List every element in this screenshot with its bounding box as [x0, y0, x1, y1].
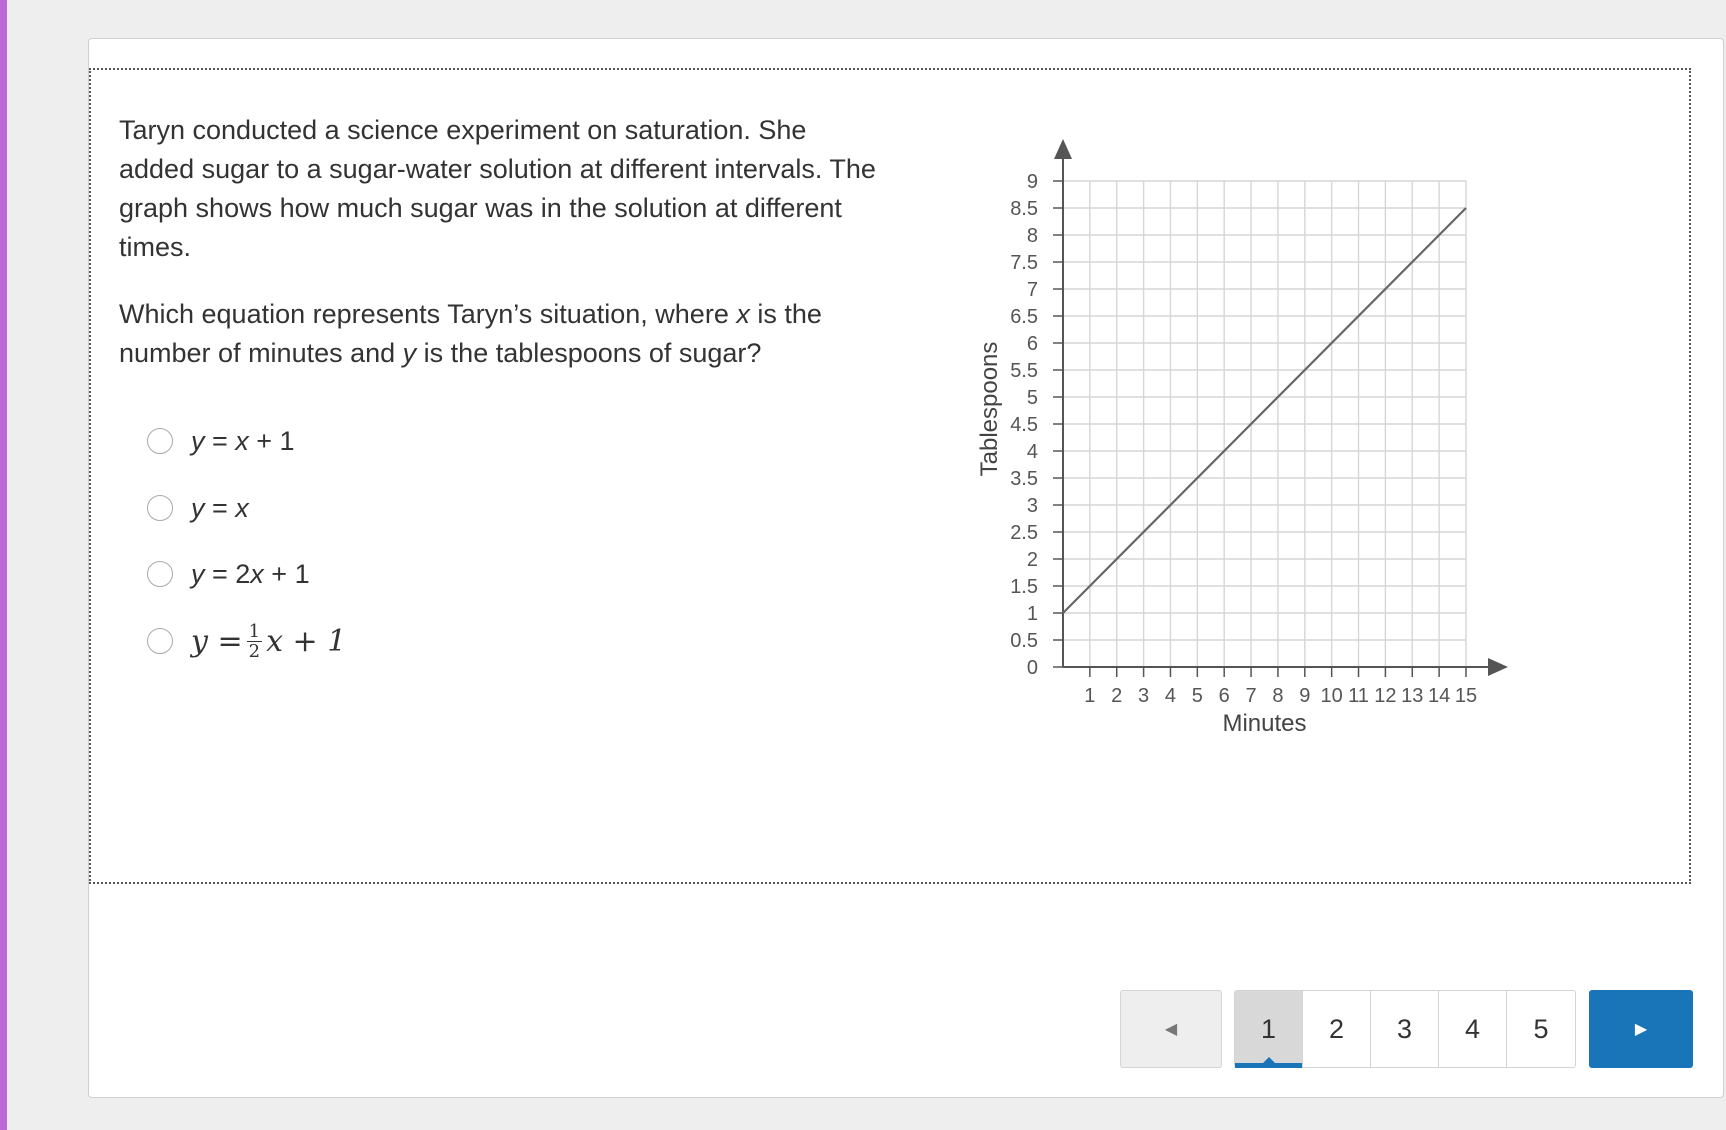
x-tick-label: 15 [1454, 685, 1478, 707]
variable-y: y [191, 425, 205, 456]
radio-button[interactable] [147, 495, 173, 521]
x-tick-label: 9 [1299, 685, 1311, 707]
fraction-numerator: 1 [248, 620, 261, 642]
y-tick-label: 1.5 [1010, 576, 1038, 598]
x-tick-label: 1 [1084, 685, 1096, 707]
y-tick-label: 8.5 [1010, 198, 1038, 220]
fraction [247, 622, 262, 661]
left-accent-bar [0, 0, 7, 1130]
question-text-part: is the number of minutes and [119, 299, 822, 368]
y-tick-label: 7 [1026, 279, 1038, 301]
y-tick-label: 4.5 [1010, 414, 1038, 436]
radio-button[interactable] [147, 561, 173, 587]
triangle-right-icon: ▶ [1634, 1021, 1648, 1038]
y-tick-label: 3.5 [1010, 468, 1038, 490]
answer-option-2[interactable] [147, 488, 249, 528]
y-tick-label: 5 [1026, 387, 1038, 409]
y-tick-label: 6.5 [1010, 306, 1038, 328]
data-line [1063, 208, 1466, 613]
x-tick-label: 6 [1218, 685, 1230, 707]
question-text-part: Which equation represents Taryn’s situation, where [119, 299, 737, 329]
y-axis-label: Tablespoons [976, 341, 1003, 477]
x-tick-label: 14 [1428, 685, 1451, 707]
x-tick-label: 7 [1245, 685, 1257, 707]
option-label: y = 2x + 1 [191, 558, 310, 589]
x-tick-label: 4 [1164, 685, 1177, 707]
variable-y: y [191, 558, 205, 589]
y-axis-arrow-icon [1054, 139, 1072, 159]
next-button[interactable] [1589, 990, 1693, 1068]
variable-x: x [250, 558, 264, 589]
answer-option-4[interactable] [147, 621, 346, 661]
triangle-left-icon: ◀ [1164, 1021, 1178, 1038]
y-tick-label: 8 [1026, 225, 1038, 247]
question-text [119, 111, 879, 401]
page-4-button[interactable]: 4 [1439, 991, 1507, 1067]
question-text-part: is the tablespoons of sugar? [416, 338, 762, 368]
x-axis-arrow-icon [1488, 658, 1508, 676]
page-3-button[interactable]: 3 [1371, 991, 1439, 1067]
x-tick-label: 2 [1111, 685, 1123, 707]
answer-option-1[interactable] [147, 421, 295, 461]
y-tick-label: 7.5 [1010, 252, 1038, 274]
radio-button[interactable] [147, 628, 173, 654]
sugar-line-chart [969, 99, 1689, 819]
y-tick-label: 1 [1026, 603, 1038, 625]
question-paragraph-1: Taryn conducted a science experiment on saturation. She added sugar to a sugar-water solution at different intervals. The graph shows how much sugar was in the solution at different times. [119, 115, 876, 262]
x-tick-label: 10 [1320, 685, 1343, 707]
radio-button[interactable] [147, 428, 173, 454]
x-tick-label: 8 [1272, 685, 1284, 707]
y-tick-label: 3 [1026, 495, 1038, 517]
option-label [191, 622, 346, 661]
y-tick-label: 5.5 [1010, 360, 1038, 382]
page-1-button[interactable]: 1 [1235, 991, 1303, 1067]
page-number-group [1234, 990, 1576, 1068]
x-axis-label: Minutes [1222, 710, 1307, 737]
x-tick-label: 3 [1138, 685, 1150, 707]
previous-button[interactable] [1120, 990, 1222, 1068]
variable-y: y [191, 492, 205, 523]
page-2-button[interactable]: 2 [1303, 991, 1371, 1067]
option-label: y = x [191, 492, 249, 523]
option-suffix: x + 1 [266, 623, 347, 659]
x-tick-label: 12 [1374, 685, 1397, 707]
question-card [88, 38, 1724, 1098]
variable-x: x [736, 299, 750, 329]
variable-x: x [235, 492, 249, 523]
y-tick-label: 4 [1026, 441, 1038, 463]
y-tick-label: 9 [1026, 171, 1038, 193]
option-prefix: y = [191, 623, 243, 659]
y-tick-label: 0.5 [1010, 630, 1038, 652]
question-paragraph-2 [119, 295, 879, 373]
variable-y: y [402, 338, 417, 368]
variable-x: x [235, 425, 249, 456]
fraction-denominator: 2 [248, 640, 261, 662]
option-label: y = x + 1 [191, 425, 295, 456]
page-5-button[interactable]: 5 [1533, 1013, 1549, 1044]
x-tick-label: 5 [1191, 685, 1203, 707]
y-tick-label: 6 [1026, 333, 1038, 355]
x-tick-label: 13 [1401, 685, 1424, 707]
x-tick-label: 11 [1348, 685, 1369, 707]
y-tick-label: 0 [1026, 657, 1038, 679]
answer-option-3[interactable] [147, 554, 310, 594]
y-tick-label: 2.5 [1010, 522, 1038, 544]
y-tick-label: 2 [1026, 549, 1038, 571]
